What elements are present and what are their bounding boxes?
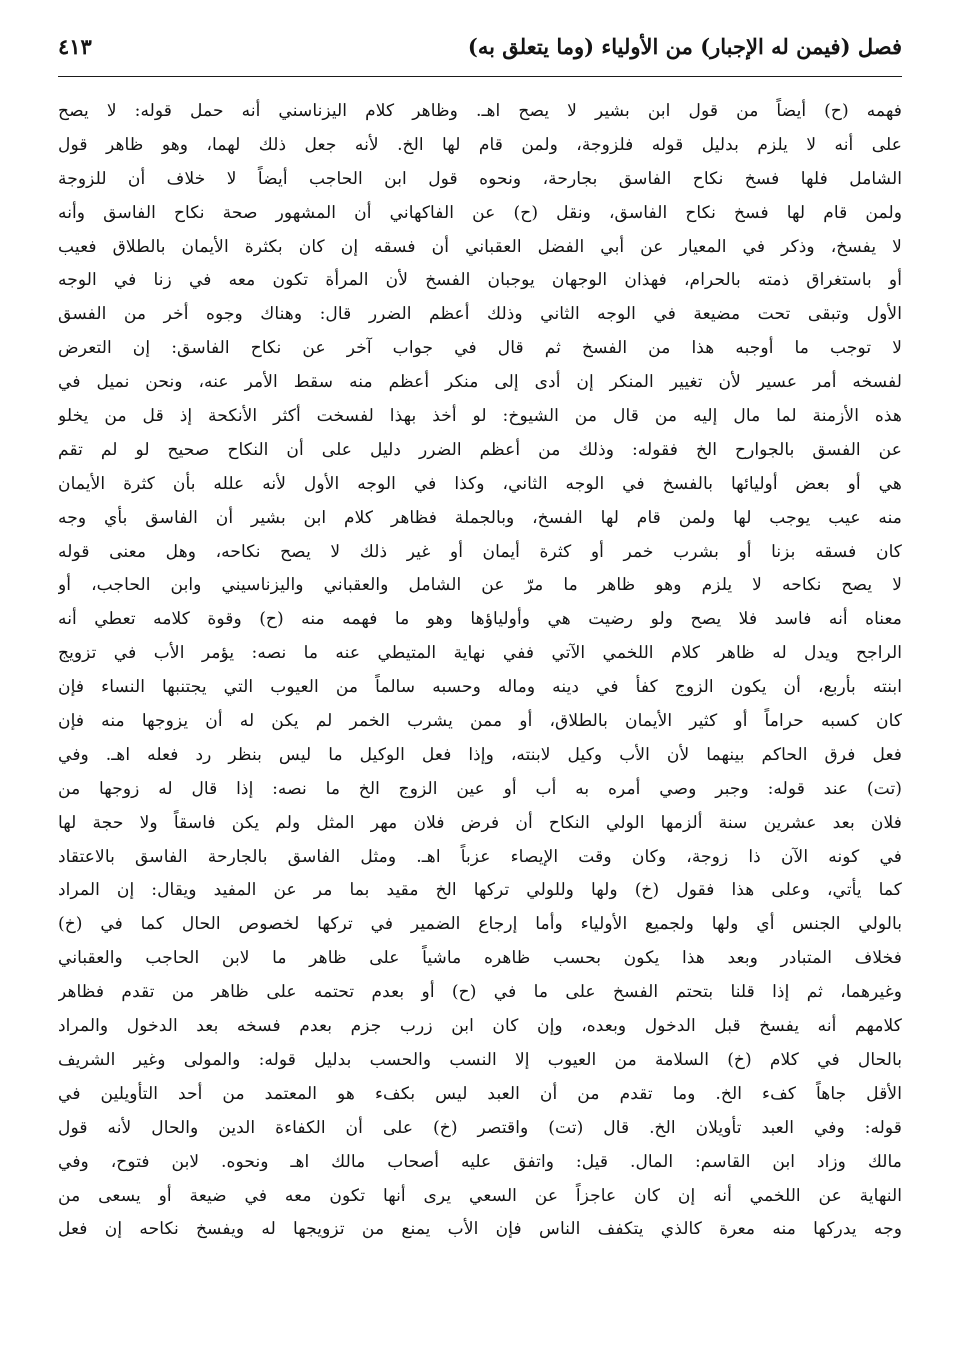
text-line: في كونه الآن ذا زوجة، وكان وقت الإيصاء عزباً اهـ. ومثل الفاسق بالجارحة الفاسق بالاعتقاد: [58, 846, 902, 867]
text-line: منه عيب يوجب لها ولمن قام لها الفسخ، وبالجملة فظاهر كلام ابن بشير أن الفاسق بأي وجه: [58, 507, 902, 528]
text-line: فخلاف المتبادر وبعد هذا يكون بحسب ظاهره ماشياً على ظاهر ما لابن الحاجب والعقباني: [58, 948, 902, 969]
text-line: الشامل فلها فسخ نكاح الفاسق بجارحة، ونحوه قول ابن الحاجب أيضاً لا خلاف أن للزوجة: [58, 168, 902, 189]
text-line: بالولي الجنس أي ولها ولجميع الأولياء وأما إرجاع الضمير في تركها لخصوص الحال كما في (خ): [58, 914, 902, 935]
text-line: لا يفسخ، وذكر في المعيار عن أبي الفضل العقباني أن فسقه إن كان بكثرة الأيمان بالطلاق فعيب: [58, 236, 902, 257]
text-line: الأول وتبقى تحت مضيعة في الوجه الثاني وذلك أعظم الضرر قال: وهناك وجوه أخر من الفسق: [58, 304, 902, 325]
text-line: ولمن قام لها فسخ نكاح الفاسق، ونقل (ح) عن الفاكهاني أن المشهور صحة نكاح الفاسق وأنه: [58, 202, 902, 223]
body-text: [58, 95, 902, 1247]
text-line: (تت) عند قوله: وجبر وصي أمره به أب أو عين الزوج الخ ما نصه: إذا قال له زوجها من: [58, 778, 902, 799]
text-line: فهمه (ح) أيضاً من قول ابن بشير لا يصح اهـ. وظاهر كلام اليزناسني أنه حمل قوله: لا يصح: [58, 101, 902, 121]
text-line: كلامهم أنه يفسخ قبل الدخول وبعده، وإن كان ابن زرب جزم بعدم فسخه بعد الدخول والمراد: [58, 1016, 902, 1037]
page-header: [58, 30, 902, 74]
text-line: قوله: وفي العبد تأويلان الخ. قال (تت) واقتصر (خ) على أن الكفاءة الدين والحال لأنه قول: [58, 1117, 902, 1138]
text-line: هذه الأزمنة لما مال إليه من قال من الشيوخ: لو أخذ بهذا لفسخت أكثر الأنكحة إذ قل من يخلو: [58, 406, 902, 427]
text-line: هي أو بعض أوليائها بالفسخ في الوجه الثاني، وكذا في الوجه الأول لأنه علله بأن كثرة الأيمان: [58, 473, 902, 494]
text-line: عن الفسق بالجوارح الخ فقوله: وذلك من أعظم الضرر دليل على أن النكاح صحيح لو لم تقم: [58, 439, 902, 460]
text-line: كان كسبه حراماً أو كثير الأيمان بالطلاق، أو ممن يشرب الخمر لم يكن له أن يزوجها منه فإن: [58, 711, 902, 732]
text-line: لا يصح نكاحه لا يلزم وهو ظاهر ما مرّ عن الشامل والعقباني واليزناسيني وابن الحاجب، أو: [58, 575, 902, 596]
text-line: الأقل جاهاً كفء الخ. وما تقدم من أن العبد ليس بكفء هو المعتمد من أحد التأويلين في: [58, 1083, 902, 1104]
text-line: مالك وزاد ابن القاسم: المال. قيل: واتفق عليه أصحاب مالك اهـ ونحوه. لابن فتوح، وفي: [58, 1151, 902, 1172]
text-line: أو باستغراق ذمته بالحرام، فهذان الوجهان يوجبان الفسخ لأن المرأة تكون معه في زنا في الوجه: [58, 270, 902, 291]
text-line: لا توجب ما أوجبه هذا من الفسخ ثم قال في جواب آخر عن نكاح الفاسق: إن التعرض: [58, 338, 902, 359]
text-line: كما يأتي، وعلى هذا فقول (خ) ولها وللولي تركها الخ مقيد بما مر عن المفيد ويقال: إن المراد: [58, 880, 902, 901]
text-line: على أنه لا يلزم بدليل قوله فلزوجة، ولمن قام لها الخ. لأنه جعل ذلك لهما، وهو ظاهر قول: [58, 134, 902, 155]
text-line: فعل فرق الحاكم بينهما لأن الأب وكيل لابنته، وإذا فعل الوكيل ما ليس بنظر رد فعله اهـ. وفي: [58, 744, 902, 765]
page-number: ٤١٣: [58, 34, 92, 59]
text-line: لفسخه أمر عسير لأن تغيير المنكر إن أدى إلى منكر أعظم منه سقط الأمر عنه، ونحن نميل في: [58, 372, 902, 393]
text-line: وجه يدركها منه معرة كالذي يتكفف الناس فإن الأب يمنع من تزويجها له ويفسخ نكاحه إن فعل: [58, 1219, 902, 1240]
running-title: فصل (فيمن له الإجبار) من الأولياء (وما يتعلق به): [467, 34, 902, 59]
text-line: معناه أنه فاسد فلا يصح ولو رضيت هي وأولياؤها وهو ما فهمه منه (ح) وقوة كلامه تعطي أنه: [58, 609, 902, 630]
text-line: ابنته بأربع، أن يكون الزوج كفأ في دينه وماله وحسبه سالماً من العيوب التي يجتنبها النساء فإن: [58, 677, 902, 698]
text-line: الراجح ويدل له ظاهر كلام اللخمي الآتي ففي نهاية المتيطي عنه ما نصه: يؤمر الأب في تزويج: [58, 643, 902, 664]
text-line: وغيرهما، ثم إذا قلنا بتحتم الفسخ على ما في (ح) أو بعدم تحتمه على ظاهر من تقدم فظاهر: [58, 982, 902, 1003]
text-line: النهاية عن اللخمي أنه إن كان عاجزاً عن السعي يرى أنها تكون معه في ضيعة أو يسعى من: [58, 1185, 902, 1206]
text-line: بالحال في كلام (خ) السلامة من العيوب إلا النسب والحسب بدليل قوله: والمولى وغير الشريف: [58, 1049, 902, 1070]
header-rule: [58, 76, 902, 77]
text-line: كان فسقه بزنا أو بشرب خمر أو كثرة أيمان أو غير ذلك لا يصح نكاحه، وهل معنى قوله: [58, 541, 902, 562]
text-line: فلان بعد عشرين سنة ألزمها الولي النكاح أن فرض فلان مهر المثل ولم يكن فاسقاً ولا حجة لها: [58, 812, 902, 833]
